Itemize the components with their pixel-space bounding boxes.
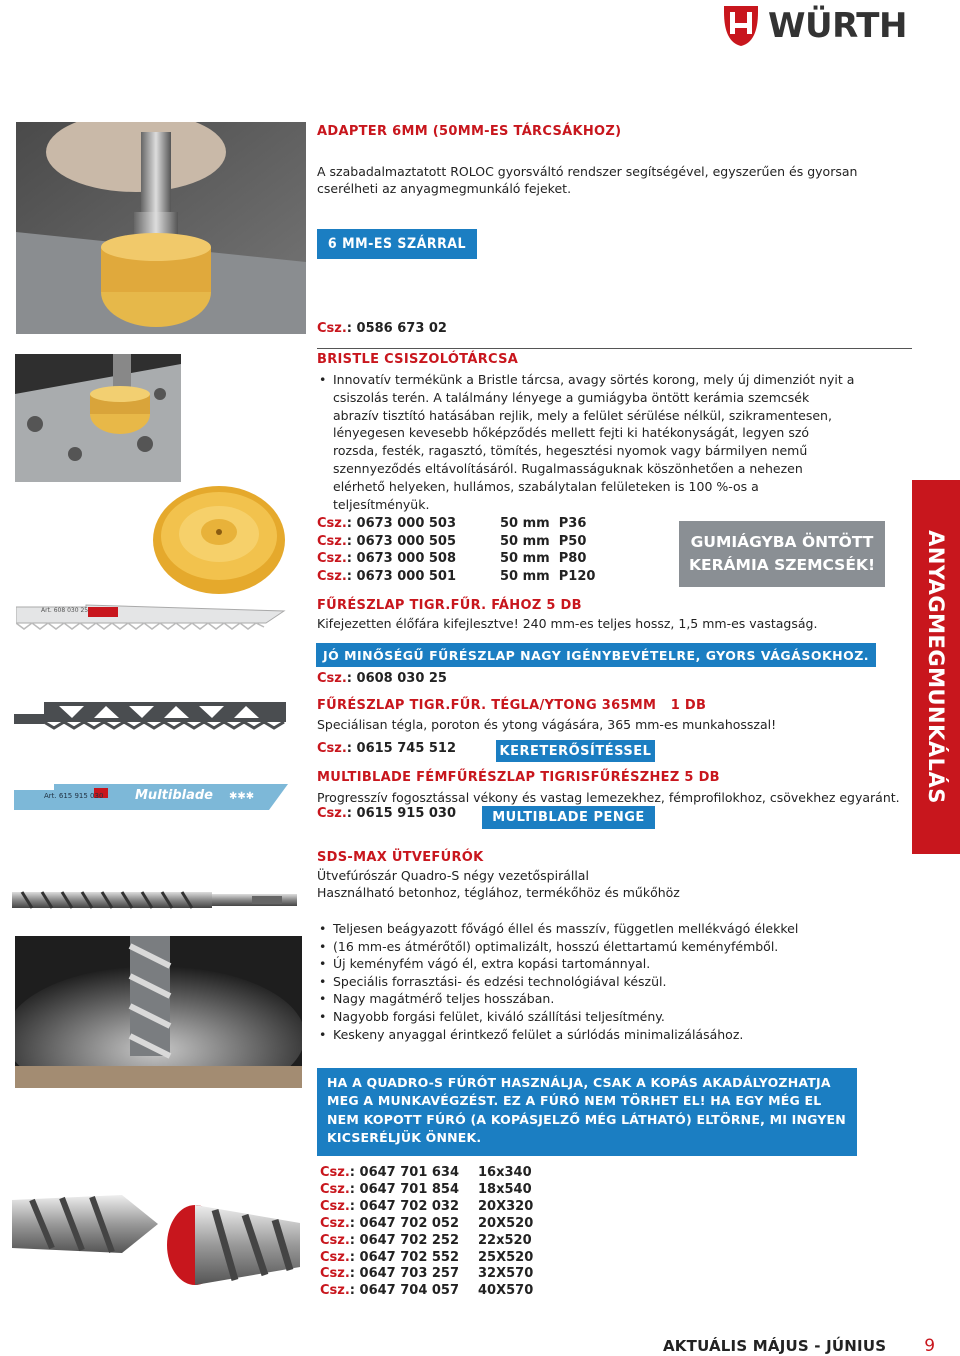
item-size: 32X570 — [478, 1266, 534, 1282]
csz-label: Csz. — [320, 1249, 350, 1265]
wood-saw-blade-icon — [16, 601, 286, 633]
item-spec: 50 mm P120 — [500, 568, 596, 584]
saw-wood-text: Kifejezetten élőfára kifejlesztve! 240 mm-es teljes hossz, 1,5 mm-es vastagság. — [317, 616, 818, 631]
saw-wood-title: FŰRÉSZLAP TIGR.FŰR. FÁHOZ 5 DB — [317, 598, 582, 613]
bristle-disc-photo — [150, 484, 288, 596]
saw-wood-banner: JÓ MINŐSÉGŰ FŰRÉSZLAP NAGY IGÉNYBEVÉTELRE, GYORS VÁGÁSOKHOZ. — [316, 643, 876, 667]
blade-art: Art. 615 915 030 — [44, 792, 104, 800]
csz-value: : 0586 673 02 — [346, 321, 447, 336]
brand-name: WÜRTH — [768, 6, 907, 46]
csz-label: Csz. — [317, 516, 347, 531]
drill-bit-icon — [12, 884, 302, 916]
adapter-title: ADAPTER 6MM (50MM-ES TÁRCSÁKHOZ) — [317, 124, 622, 139]
bristle-description — [317, 371, 857, 513]
adapter-badge: 6 MM-ES SZÁRRAL — [317, 229, 477, 259]
item-size: 16x340 — [478, 1165, 532, 1180]
csz-value: : 0615 915 030 — [346, 806, 457, 821]
multiblade-title: MULTIBLADE FÉMFŰRÉSZLAP TIGRISFŰRÉSZHEZ 5 DB — [317, 770, 720, 785]
brick-saw-blade-image — [14, 694, 289, 736]
drill-bit-image — [12, 884, 302, 916]
list-item: • (16 mm-es átmérőtől) optimalizált, hosszú élettartamú keményfémből. — [317, 938, 877, 956]
multiblade-image — [14, 780, 290, 814]
notice-text: HA A QUADRO-S FÚRÓT HASZNÁLJA, CSAK A KOPÁS AKADÁLYOZHATJA MEG A MUNKAVÉGZÉST. EZ A FÚRÓ NEM TÖRHET EL! HA EGY MÉG EL NEM KOPOTT FÚRÓ (A KOPÁSJELZŐ MÉG LÁTHATÓ) ELTÖRNE, MI INGYEN KICSERÉLJÜK ÖNNEK. — [327, 1075, 846, 1145]
sds-title: SDS-MAX ÜTVEFÚRÓK — [317, 850, 484, 865]
saw-brick-badge: KERETERŐSÍTÉSSEL — [496, 740, 655, 762]
list-item: • Keskeny anyaggal érintkező felület a súrlódás minimalizálásához. — [317, 1026, 877, 1044]
csz-label: Csz. — [320, 1283, 350, 1299]
multiblade-badge: MULTIBLADE PENGE — [482, 806, 655, 829]
item-size: 20X520 — [478, 1215, 534, 1231]
list-item: • Speciális forrasztási- és edzési technológiával készül. — [317, 973, 877, 991]
side-tab-label: ANYAGMEGMUNKÁLÁS — [924, 530, 948, 804]
saw-wood-csz — [317, 671, 447, 686]
item-code: : 0647 702 052 — [349, 1215, 460, 1231]
list-item — [320, 1165, 533, 1182]
item-code: : 0647 702 032 — [349, 1198, 460, 1214]
sds-sub1: Ütvefúrószár Quadro-S négy vezetőspirállal — [317, 868, 589, 883]
item-code: : 0647 702 552 — [349, 1249, 460, 1265]
csz-label: Csz. — [320, 1215, 350, 1231]
list-item — [320, 1199, 533, 1216]
list-item — [320, 1216, 533, 1233]
bristle-text: • Innovatív termékünk a Bristle tárcsa, avagy sörtés korong, mely új dimenziót nyit a csiszolás terén. A találmány lényege a gumiágyba öntött kerámia szemcsék abrazív tisztító hatásában rejlik, mely a felület sérülése nélkül, szikramentesen, lényegesen kevesebb hőképződés mellett fejti ki hatékonyságát, legyen szó rozsda, festék, ragasztó, tömítés, hegesztési nyomok vagy bármilyen nemű szennyeződés eltávolításáról. Rugalmasságuknak köszönhetően a nehezen elérhető helyeken, hullámos, szabálytalan felületeken is 100 %-os a teljesítményük. — [317, 371, 857, 513]
blade-stars: ✱✱✱ — [229, 791, 255, 802]
list-item: • Nagyobb forgási felület, kiváló szállítási teljesítmény. — [317, 1008, 877, 1026]
item-spec: 50 mm P36 — [500, 516, 587, 531]
item-size: 18x540 — [478, 1181, 532, 1197]
list-item — [320, 1266, 533, 1283]
list-item: • Nagy magátmérő teljes hosszában. — [317, 990, 877, 1008]
list-item — [317, 568, 595, 586]
item-code: : 0647 702 252 — [349, 1232, 460, 1248]
page-number: 9 — [924, 1336, 936, 1356]
drill-tip-icon-2 — [165, 1195, 305, 1293]
list-item — [320, 1250, 533, 1267]
blade-brand: Multiblade — [135, 788, 213, 803]
bristle-callout — [679, 521, 885, 587]
item-code: : 0647 703 257 — [349, 1266, 460, 1282]
drilling-photo-image — [15, 936, 302, 1088]
item-code: : 0673 000 508 — [346, 551, 457, 566]
csz-label: Csz. — [317, 321, 347, 336]
bristle-photo — [15, 354, 181, 482]
csz-label: Csz. — [317, 671, 347, 686]
csz-value: : 0615 745 512 — [346, 741, 457, 756]
saw-brick-title: FŰRÉSZLAP TIGR.FŰR. TÉGLA/YTONG 365MM 1 DB — [317, 698, 707, 713]
sds-bullets — [317, 920, 877, 1043]
bristle-list — [317, 515, 595, 585]
list-item: • Teljesen beágyazott fővágó éllel és masszív, független mellékvágó élekkel — [317, 920, 877, 938]
item-size: 20X320 — [478, 1198, 534, 1214]
csz-label: Csz. — [317, 806, 347, 821]
csz-value: : 0608 030 25 — [346, 671, 447, 686]
list-item — [320, 1283, 533, 1300]
bristle-disc-image — [150, 484, 288, 596]
sds-notice — [317, 1068, 857, 1156]
wurth-logo — [722, 6, 918, 46]
saw-brick-csz — [317, 741, 456, 756]
item-code: : 0673 000 501 — [346, 568, 457, 584]
list-item — [317, 515, 595, 533]
drill-tip-photo-1 — [12, 1170, 158, 1278]
csz-label: Csz. — [317, 568, 347, 584]
drill-tip-photo-2 — [165, 1195, 305, 1293]
drill-tip-icon — [12, 1170, 158, 1278]
csz-label: Csz. — [320, 1165, 350, 1180]
saw-brick-text: Speciálisan tégla, poroton és ytong vágására, 365 mm-es munkahosszal! — [317, 717, 777, 732]
item-code: : 0647 701 854 — [349, 1181, 460, 1197]
bristle-photo-image — [15, 354, 181, 482]
wood-saw-blade-image — [16, 601, 286, 633]
adapter-photo-image — [16, 122, 306, 334]
side-tab — [912, 480, 960, 854]
blade-label: Art. 608 030 25 — [41, 607, 89, 614]
item-size: 22x520 — [478, 1232, 532, 1248]
callout-line1: GUMIÁGYBA ÖNTÖTT — [690, 533, 874, 551]
list-item: • Új keményfém vágó él, extra kopási tartománnyal. — [317, 955, 877, 973]
multiblade-csz — [317, 806, 456, 821]
list-item — [320, 1182, 533, 1199]
csz-label: Csz. — [320, 1181, 350, 1197]
adapter-photo — [16, 122, 306, 334]
item-size: 40X570 — [478, 1283, 534, 1299]
item-code: : 0647 704 057 — [349, 1283, 460, 1299]
item-size: 25X520 — [478, 1249, 534, 1265]
csz-label: Csz. — [317, 533, 347, 549]
item-spec: 50 mm P50 — [500, 533, 587, 549]
item-code: : 0673 000 505 — [346, 533, 457, 549]
divider — [317, 348, 912, 349]
adapter-text: A szabadalmaztatott ROLOC gyorsváltó rendszer segítségével, egyszerűen és gyorsan cserélheti az anyagmegmunkáló fejeket. — [317, 164, 858, 196]
footer — [663, 1336, 935, 1356]
csz-label: Csz. — [320, 1198, 350, 1214]
csz-label: Csz. — [320, 1266, 350, 1282]
bristle-title: BRISTLE CSISZOLÓTÁRCSA — [317, 352, 519, 367]
list-item — [317, 550, 595, 568]
brick-saw-blade-icon — [14, 694, 289, 736]
list-item — [320, 1233, 533, 1250]
item-code: : 0647 701 634 — [349, 1165, 460, 1180]
csz-label: Csz. — [320, 1232, 350, 1248]
csz-label: Csz. — [317, 741, 347, 756]
sds-sub2: Használható betonhoz, téglához, termékőhöz és műkőhöz — [317, 885, 680, 900]
list-item — [317, 533, 595, 551]
item-spec: 50 mm P80 — [500, 551, 587, 566]
csz-label: Csz. — [317, 551, 347, 566]
adapter-csz — [317, 321, 447, 336]
item-code: : 0673 000 503 — [346, 516, 457, 531]
drilling-photo — [15, 936, 302, 1088]
callout-line2: KERÁMIA SZEMCSÉK! — [688, 556, 876, 574]
sds-list — [320, 1165, 533, 1300]
multiblade-text: Progresszív fogosztással vékony és vastag lemezekhez, fémprofilokhoz, csövekhez egyaránt. — [317, 790, 900, 805]
footer-label: AKTUÁLIS MÁJUS - JÚNIUS — [663, 1337, 887, 1355]
